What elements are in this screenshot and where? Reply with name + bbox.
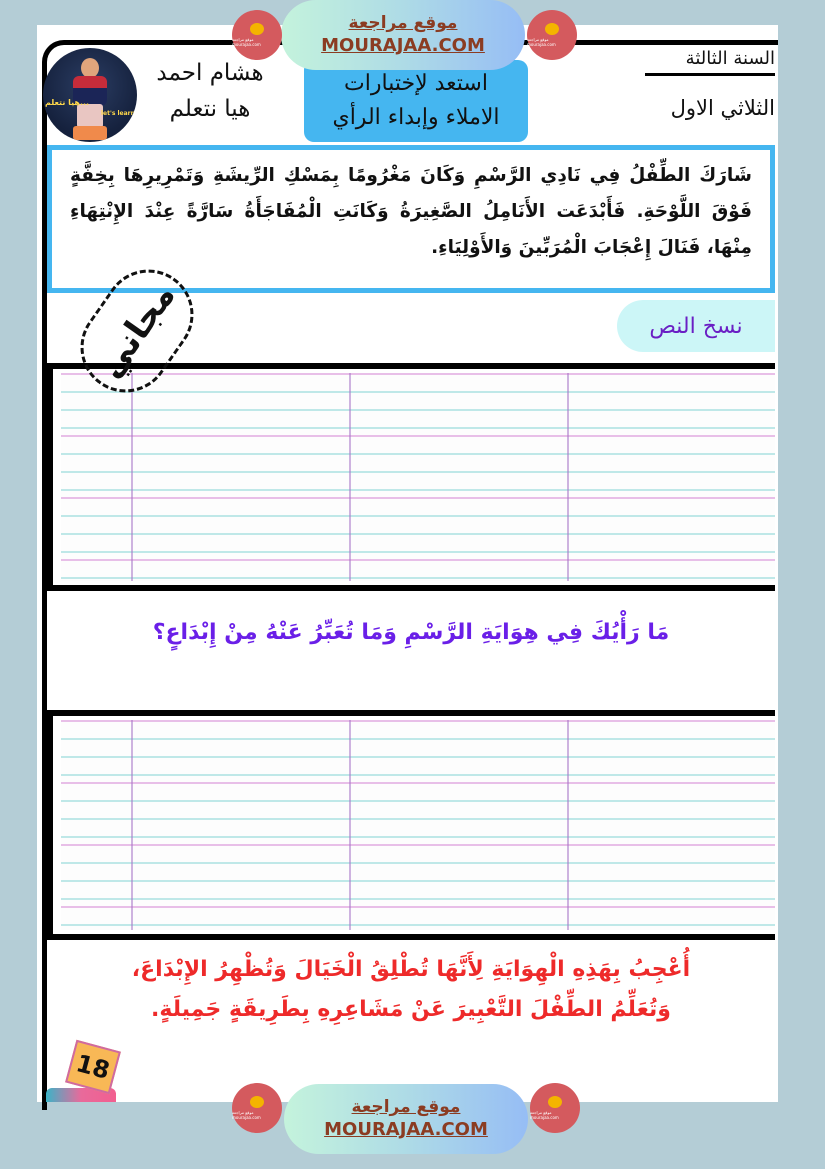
copy-text-label: نسخ النص [617, 300, 775, 352]
handwriting-lines[interactable] [61, 373, 775, 581]
term-label: الثلاثي الاول [670, 96, 775, 120]
writing-grid-answer[interactable] [47, 710, 775, 940]
answer-line-1: أُعْجِبُ بِهَذِهِ الْهِوَايَةِ لِأَنَّهَا تُطْلِقُ الْخَيَالَ وَتُظْهِرُ الإِبْدَاعَ، [131, 957, 691, 982]
logo-caption: موقع مراجعة mourajaa.com [527, 37, 556, 47]
site-logo-left-top[interactable] [232, 10, 282, 60]
logo-caption: موقع مراجعة mourajaa.com [530, 1110, 559, 1120]
logo-icon [545, 23, 559, 35]
answer-line-2: وَتُعَلِّمُ الطِّفْلَ التَّعْبِيرَ عَنْ مَشَاعِرِهِ بِطَرِيقَةٍ جَمِيلَةٍ. [151, 997, 671, 1022]
site-banner-bottom[interactable] [284, 1084, 528, 1154]
author-line-2: هيا نتعلم [169, 96, 251, 122]
logo-icon [250, 1096, 264, 1108]
model-answer [47, 950, 775, 1030]
avatar-tag-english: let's learn [101, 110, 135, 117]
author-line-1: هشام احمد [156, 60, 264, 86]
handwriting-lines[interactable] [61, 720, 775, 930]
logo-caption: موقع مراجعة mourajaa.com [232, 37, 261, 47]
avatar-figure-head [81, 58, 99, 78]
logo-icon [250, 23, 264, 35]
site-name-arabic[interactable]: موقع مراجعة [351, 1097, 461, 1117]
author-name [140, 55, 280, 127]
site-name-arabic[interactable]: موقع مراجعة [348, 13, 458, 33]
site-name-english[interactable]: MOURAJAA.COM [324, 1119, 488, 1140]
logo-caption: موقع مراجعة mourajaa.com [232, 1110, 261, 1120]
free-stamp-label: مجاني [90, 276, 184, 386]
writing-grid-copy[interactable] [47, 363, 775, 591]
author-avatar [43, 48, 137, 142]
logo-icon [548, 1096, 562, 1108]
grade-label: السنة الثالثة [645, 48, 775, 76]
page-number: 18 [65, 1040, 121, 1094]
site-logo-left-bottom[interactable] [232, 1083, 282, 1133]
avatar-figure-legs [77, 104, 103, 128]
avatar-tag-arabic: هيا نتعلم... [45, 98, 90, 107]
site-banner-top[interactable] [281, 0, 525, 70]
book-icon [73, 126, 107, 140]
dictation-passage: شَارَكَ الطِّفْلُ فِي نَادِي الرَّسْمِ وَكَانَ مَغْرُومًا بِمَسْكِ الرِّيشَةِ وَتَمْرِيرِهَا بِخِفَّةٍ فَوْقَ اللَّوْحَةِ. فَأَبْدَعَت الأَنَامِلُ الصَّغِيرَةُ وَكَانَتِ الْمُفَاجَأَةُ سَارَّةً عِنْدَ الإِنْتِهَاءِ مِنْهَا، فَنَالَ إِعْجَابَ الْمُرَبِّينَ وَالأَوْلِيَاءِ. [47, 145, 775, 293]
site-name-english[interactable]: MOURAJAA.COM [321, 35, 485, 56]
opinion-question: مَا رَأْيُكَ فِي هِوَايَةِ الرَّسْمِ وَمَا تُعَبِّرُ عَنْهُ مِنْ إِبْدَاعٍ؟ [152, 620, 670, 645]
site-logo-right-bottom[interactable] [530, 1083, 580, 1133]
worksheet-title [304, 60, 528, 142]
site-logo-right-top[interactable] [527, 10, 577, 60]
title-line-2: الاملاء وإبداء الرأي [332, 105, 500, 130]
title-line-1: استعد لإختبارات [344, 71, 488, 96]
